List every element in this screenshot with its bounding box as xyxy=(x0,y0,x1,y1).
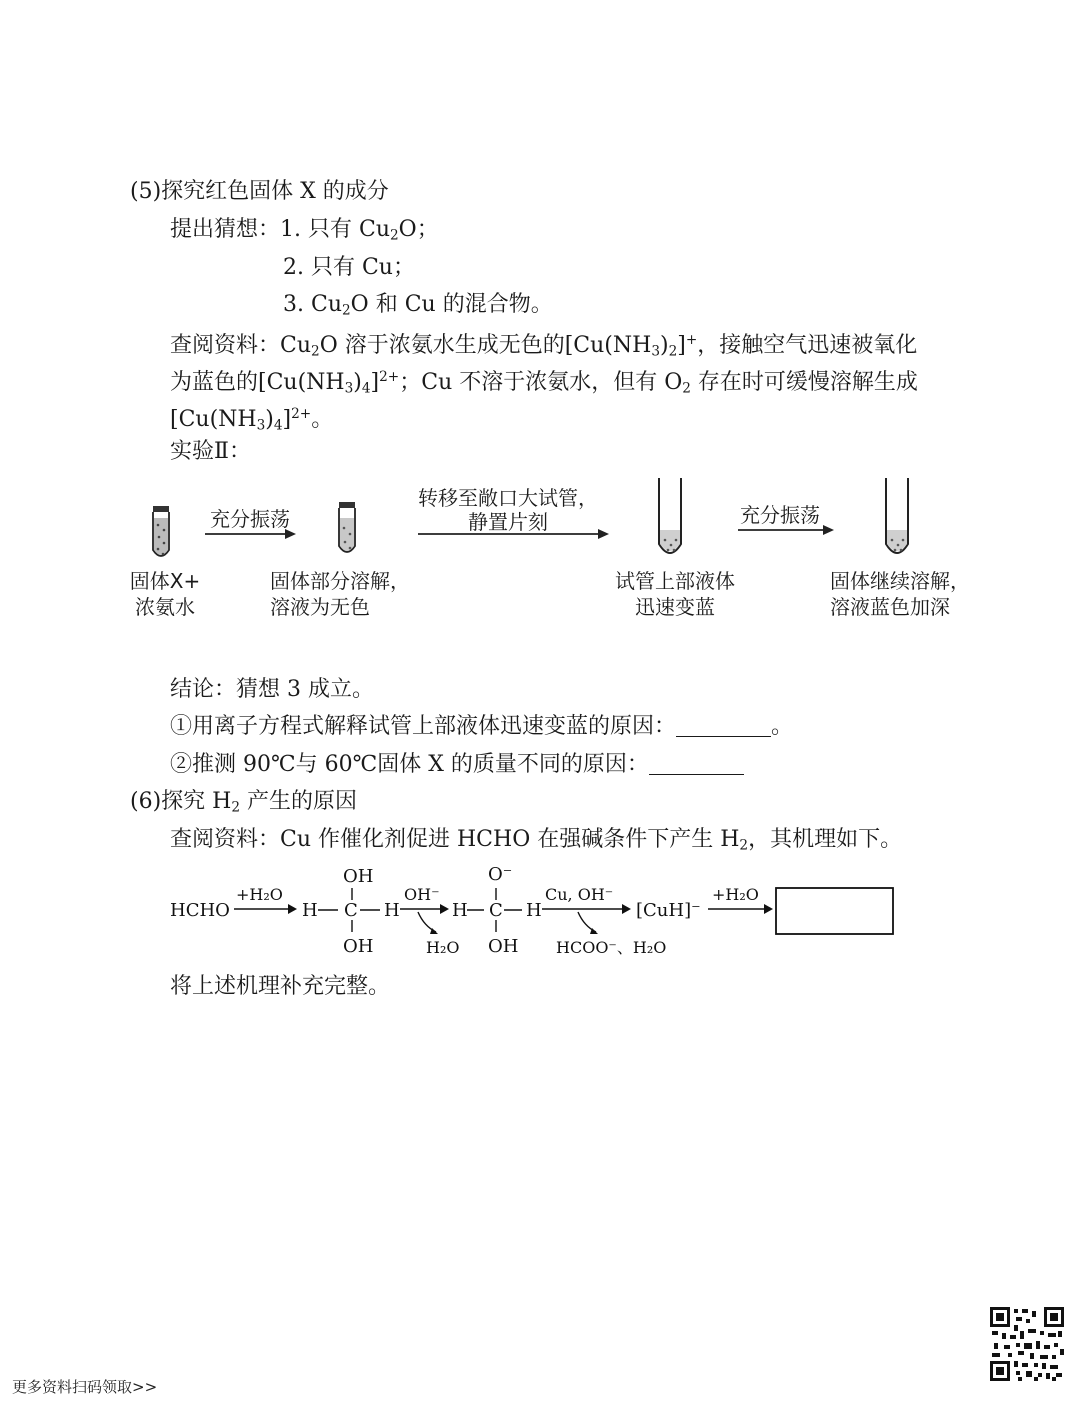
caption-step-4: 固体继续溶解， 溶液蓝色加深 xyxy=(830,569,970,619)
question-2: ②推测 90℃与 60℃固体 X 的质量不同的原因： xyxy=(170,750,744,780)
test-tube-1 xyxy=(153,506,169,556)
test-tube-2 xyxy=(339,502,355,552)
mech-oh-bottom-2: OH xyxy=(488,936,519,957)
mech-cuh: [CuH]⁻ xyxy=(636,900,701,921)
section6-instruction: 将上述机理补充完整。 xyxy=(170,974,391,999)
mechanism-diagram xyxy=(0,860,1080,970)
mech-o-minus: O⁻ xyxy=(488,864,513,885)
section6-heading: (6)探究 $H_2$ 产生的原因 xyxy=(130,789,358,816)
mech-oh-bottom-1: OH xyxy=(343,936,374,957)
mech-hcho: HCHO xyxy=(170,900,230,921)
test-tube-3 xyxy=(659,478,681,553)
question-1: ①用离子方程式解释试管上部液体迅速变蓝的原因： 。 xyxy=(170,714,794,739)
hypothesis-2: 2. 只有 Cu； xyxy=(283,255,415,280)
reference-line-3: $[Cu(NH_3)_4]^{2+}$。 xyxy=(170,406,334,434)
test-tube-4 xyxy=(886,478,908,553)
reference-line-2: 为蓝色的$[Cu(NH_3)_4]^{2+}$；Cu 不溶于浓氨水，但有 $O_2$ 存在时可缓慢溶解生成 xyxy=(170,369,918,397)
footer-text: 更多资料扫码领取>> xyxy=(12,1378,158,1396)
hypothesis-1: 提出猜想：1. 只有 $Cu_2O$； xyxy=(170,217,439,244)
experiment-label: 实验Ⅱ： xyxy=(170,439,251,464)
arrow-1-label: 充分振荡 xyxy=(210,507,290,531)
caption-step-2: 固体部分溶解， 溶液为无色 xyxy=(270,569,410,619)
arrow-3-label: 充分振荡 xyxy=(740,503,820,527)
caption-step-1: 固体X+ 浓氨水 xyxy=(129,569,201,619)
caption-step-3: 试管上部液体 迅速变蓝 xyxy=(615,569,735,619)
qr-code[interactable] xyxy=(988,1305,1066,1383)
mech-cu-oh: Cu, OH⁻ xyxy=(545,885,614,904)
mech-c-1: C xyxy=(344,900,358,921)
answer-blank-2[interactable] xyxy=(649,752,744,775)
mech-hcoo-h2o: HCOO⁻、H₂O xyxy=(556,938,667,957)
mech-h-right-2: H xyxy=(526,900,542,921)
hypothesis-3: 3. $Cu_2O$ 和 Cu 的混合物。 xyxy=(283,292,553,319)
mechanism-answer-box[interactable] xyxy=(776,888,893,934)
mech-plus-h2o-1: +H₂O xyxy=(236,885,283,904)
mech-plus-h2o-2: +H₂O xyxy=(712,885,759,904)
arrow-2-label: 转移至敞口大试管， 静置片刻 xyxy=(418,486,598,534)
conclusion: 结论：猜想 3 成立。 xyxy=(170,677,374,702)
mech-c-2: C xyxy=(489,900,503,921)
mech-h-right-1: H xyxy=(384,900,400,921)
mech-oh-minus-1: OH⁻ xyxy=(404,885,440,904)
section6-reference: 查阅资料：Cu 作催化剂促进 HCHO 在强碱条件下产生 $H_2$，其机理如下。 xyxy=(170,827,903,854)
section5-heading: (5)探究红色固体 X 的成分 xyxy=(130,179,389,204)
mech-h-left-2: H xyxy=(452,900,468,921)
mech-h2o-1: H₂O xyxy=(426,938,460,957)
mech-oh-top-1: OH xyxy=(343,866,374,887)
mech-h-left-1: H xyxy=(302,900,318,921)
answer-blank-1[interactable] xyxy=(676,714,771,737)
reference-line-1: 查阅资料：$Cu_2O$ 溶于浓氨水生成无色的$[Cu(NH_3)_2]^+$，接触空气迅速被氧化 xyxy=(170,332,918,360)
